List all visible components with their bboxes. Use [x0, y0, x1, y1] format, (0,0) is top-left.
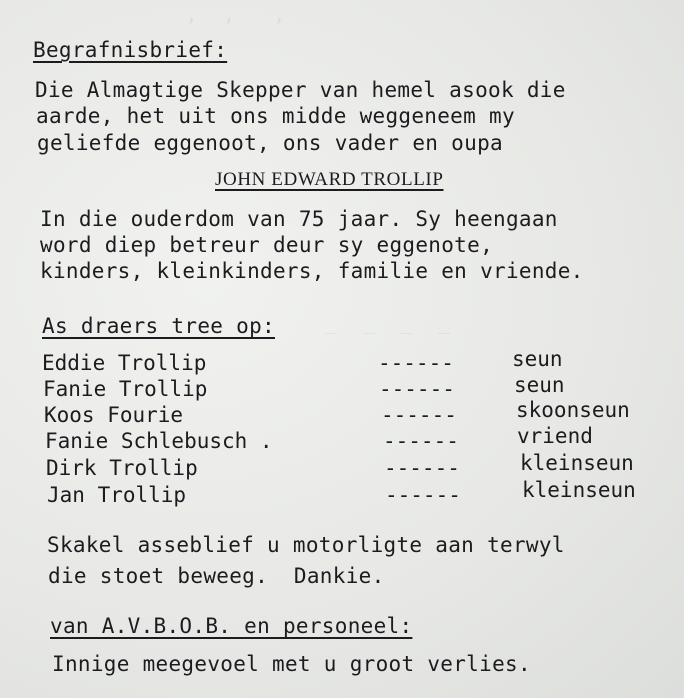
bearer-dash: ------ — [385, 483, 461, 507]
bearer-relation: vriend — [517, 424, 593, 448]
bearer-name: Eddie Trollip — [42, 351, 207, 375]
bearer-relation: kleinseun — [520, 451, 634, 475]
bearer-name: Fanie Trollip — [43, 377, 208, 401]
age-line-1: In die ouderdom van 75 jaar. Sy heengaan — [40, 207, 558, 231]
bearer-dash: ------ — [379, 377, 455, 401]
request-line-2: die stoet beweeg. Dankie. — [48, 564, 385, 588]
bearer-dash: ------ — [381, 403, 457, 427]
age-line-2: word diep betreur deur sy eggenote, — [40, 233, 494, 257]
bearer-name: Fanie Schlebusch . — [45, 429, 273, 453]
show-through-decoration: _ _ _ _ — [300, 310, 451, 334]
intro-line-3: geliefde eggenoot, ons vader en oupa — [37, 131, 503, 155]
condolence-heading: van A.V.B.O.B. en personeel: — [50, 614, 413, 638]
age-line-3: kinders, kleinkinders, familie en vriende. — [40, 259, 584, 283]
bearer-row — [42, 347, 672, 377]
bearer-dash: ------ — [383, 429, 459, 453]
bearer-relation: skoonseun — [516, 398, 630, 422]
bearer-relation: kleinseun — [522, 478, 636, 502]
bearer-dash: ------ — [384, 456, 460, 480]
condolence-message: Innige meegevoel met u groot verlies. — [52, 652, 531, 676]
deceased-name: JOHN EDWARD TROLLIP — [215, 169, 444, 190]
bearer-relation: seun — [512, 347, 563, 371]
intro-line-1: Die Almagtige Skepper van hemel asook die — [35, 78, 566, 102]
bearer-name: Koos Fourie — [44, 403, 184, 427]
letter-heading: Begrafnisbrief: — [33, 38, 228, 62]
bearer-dash: ------ — [378, 351, 454, 375]
intro-line-2: aarde, het uit ons midde weggeneem my — [36, 104, 515, 128]
show-through-decoration: , , , — [60, 2, 286, 26]
bearer-row — [47, 478, 677, 509]
request-line-1: Skakel asseblief u motorligte aan terwyl — [47, 533, 565, 557]
bearer-name: Jan Trollip — [47, 483, 187, 507]
bearer-name: Dirk Trollip — [46, 456, 198, 480]
bearer-relation: seun — [514, 373, 565, 397]
bearers-heading: As draers tree op: — [42, 314, 275, 338]
